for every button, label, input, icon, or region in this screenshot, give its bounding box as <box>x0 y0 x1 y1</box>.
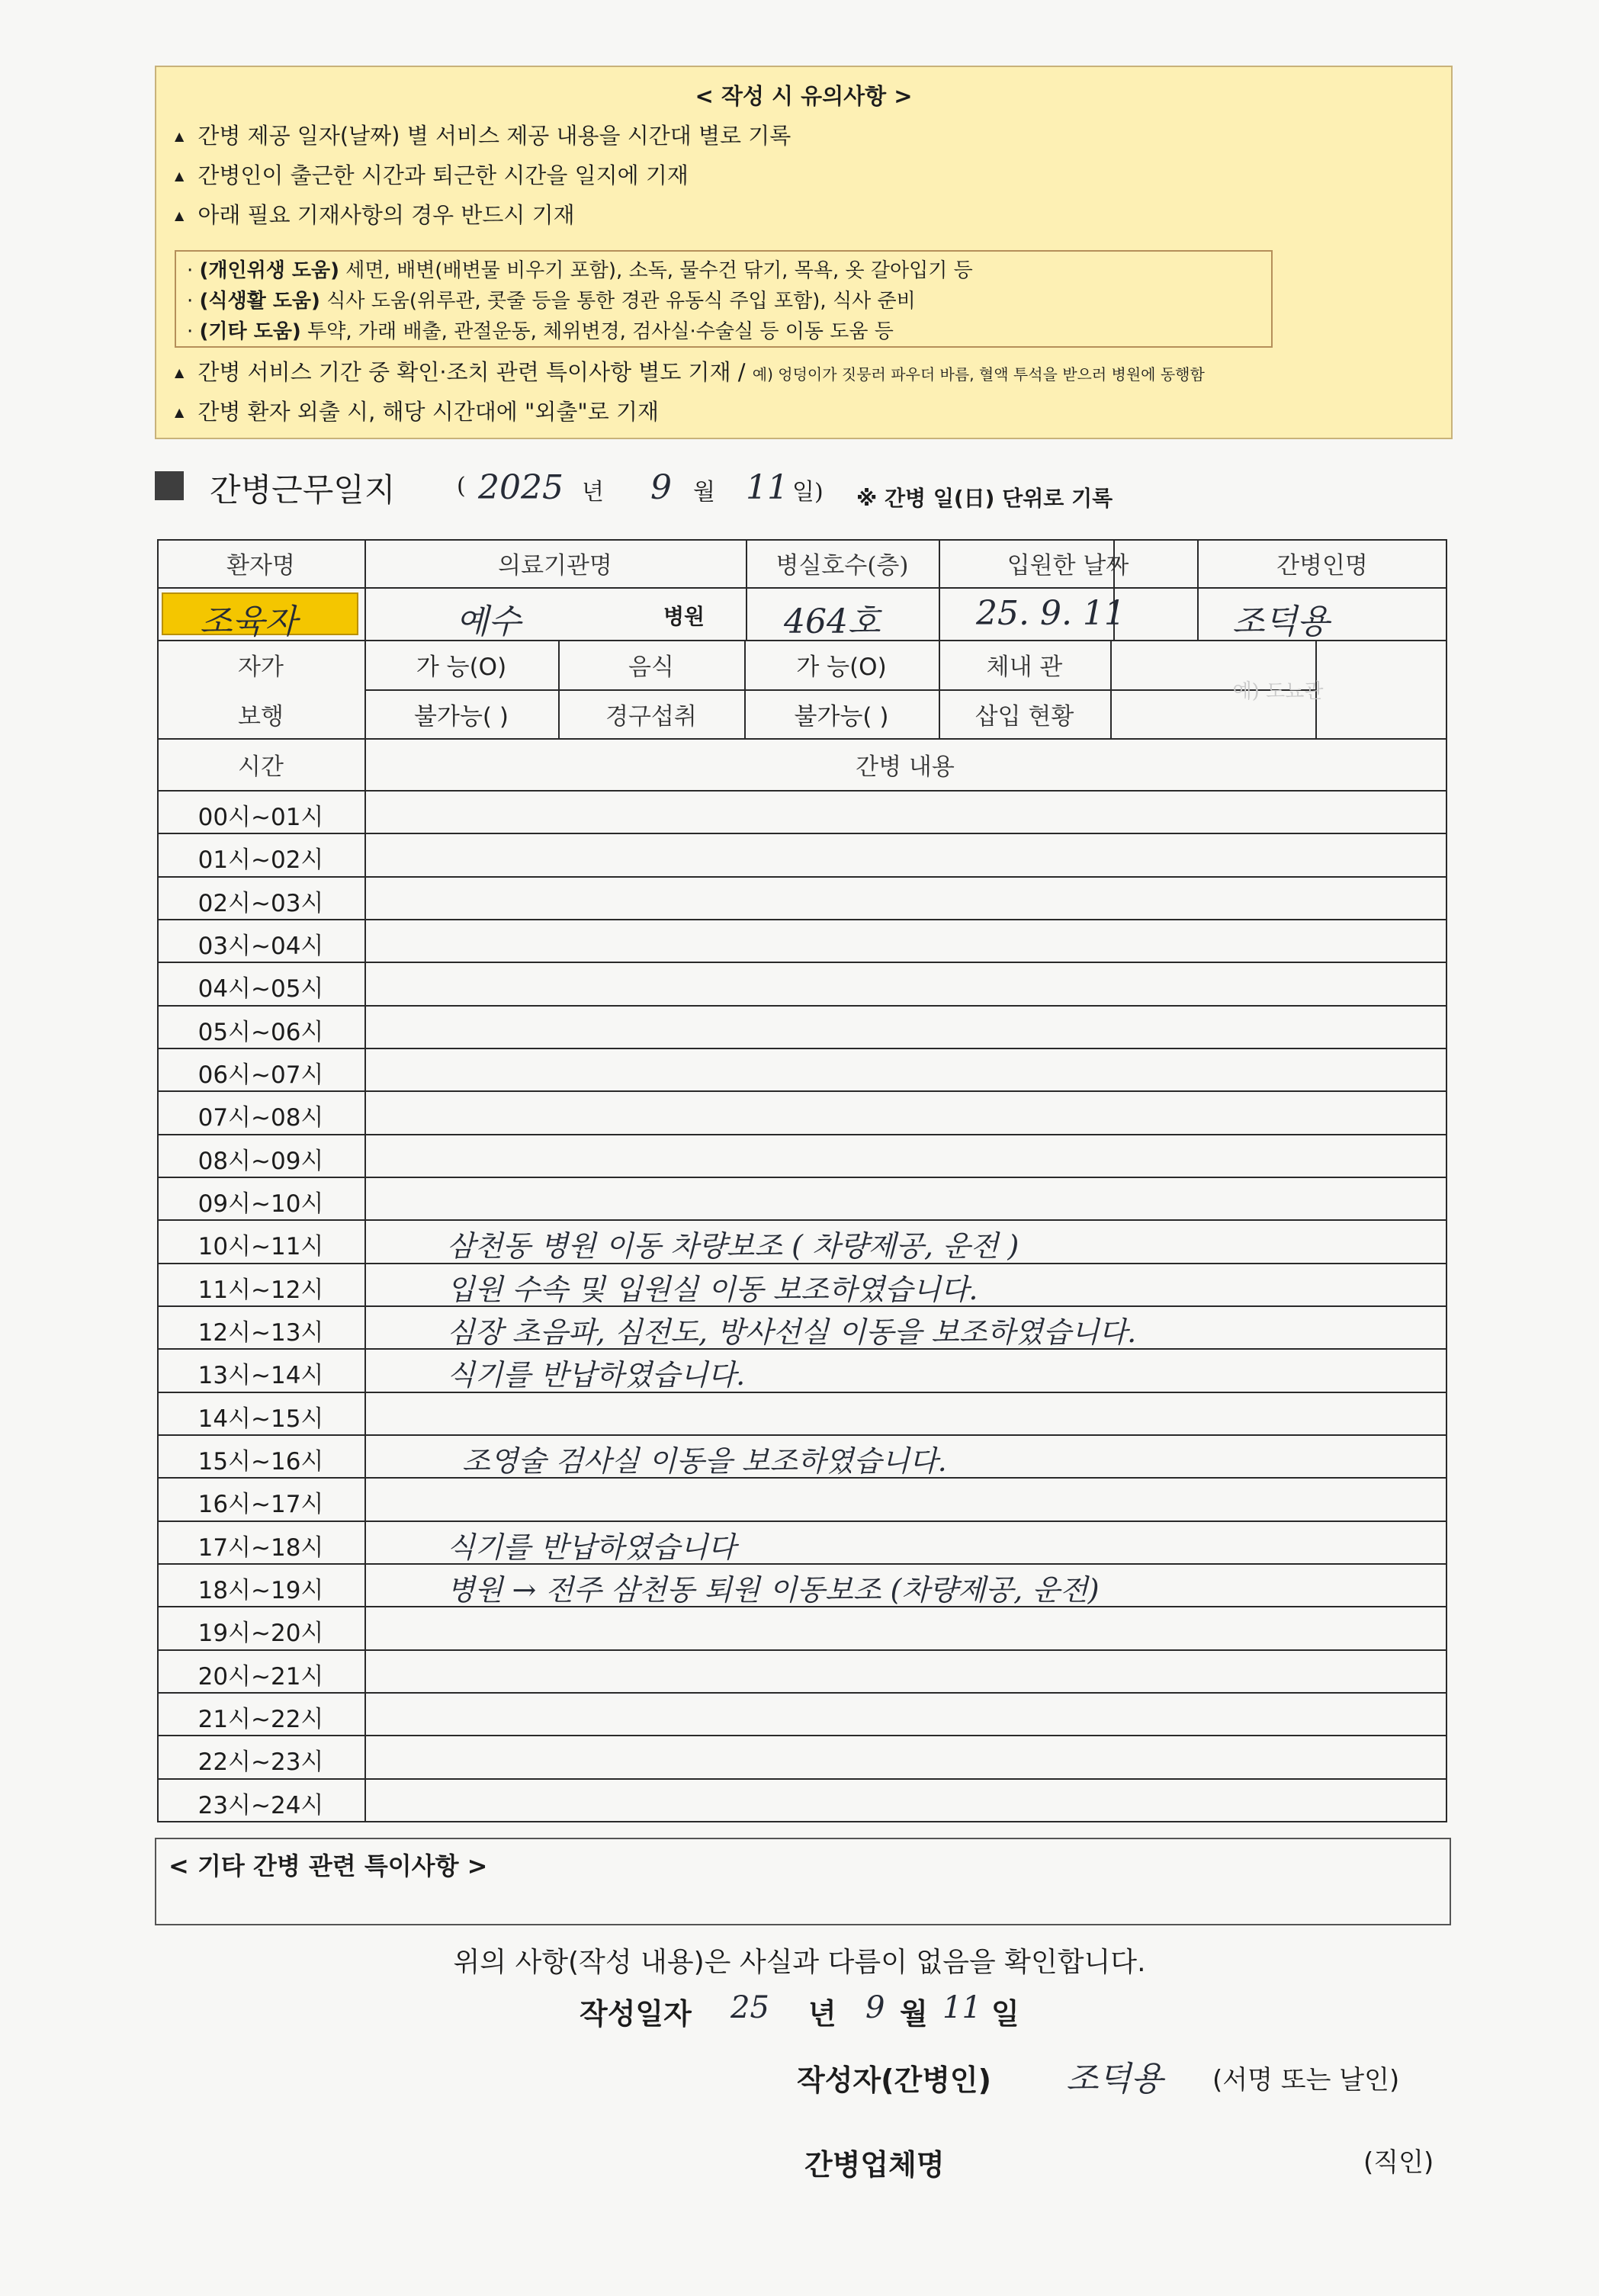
eat-impossible-option: 불가능( ) <box>794 702 889 731</box>
admit-date-value: 25. 9. 11 <box>976 594 1125 633</box>
time-slot-label: 07시~08시 <box>197 1104 324 1132</box>
time-slot-label: 02시~03시 <box>197 890 324 917</box>
header-patient: 환자명 <box>226 552 295 580</box>
table-divider <box>157 790 1447 792</box>
walk-label-1: 자가 <box>238 653 284 681</box>
square-bullet-icon <box>155 471 184 500</box>
special-notes-box <box>155 1838 1451 1925</box>
notice-line-5: ▲ 간병 환자 외출 시, 해당 시간대에 "외출"로 기재 <box>175 399 659 425</box>
eat-label-1: 음식 <box>628 653 674 681</box>
patient-name-value: 조육자 <box>200 602 297 641</box>
notice-title: < 작성 시 유의사항 > <box>695 83 913 109</box>
written-year: 25 <box>730 1990 769 2025</box>
date-month-unit: 월 <box>693 479 715 506</box>
row-divider <box>157 1090 1447 1092</box>
caregiver-name-value: 조덕용 <box>1232 602 1330 641</box>
notice-sub-item-2: · (식생활 도움) 식사 도움(위루관, 콧줄 등을 통한 경관 유동식 주입 포함), 식사 준비 <box>187 290 916 313</box>
walk-possible-option: 가 능(O) <box>416 653 507 681</box>
confirmation-statement: 위의 사항(작성 내용)은 사실과 다름이 없음을 확인합니다. <box>453 1947 1146 1978</box>
time-slot-label: 22시~23시 <box>197 1748 324 1776</box>
care-note-entry: 식기를 반납하였습니다. <box>447 1358 746 1392</box>
header-admit-date: 입원한 날짜 <box>1007 552 1129 580</box>
notice-line-2: ▲ 간병인이 출근한 시간과 퇴근한 시간을 일지에 기재 <box>175 162 689 188</box>
tube-placeholder: 예) 도뇨관 <box>1232 679 1324 703</box>
row-divider <box>157 962 1447 963</box>
row-divider <box>157 1005 1447 1007</box>
care-journal-table <box>157 539 1447 1822</box>
table-divider <box>157 587 1447 589</box>
time-slot-label: 11시~12시 <box>197 1276 324 1304</box>
row-divider <box>157 833 1447 834</box>
row-divider <box>157 1434 1447 1436</box>
row-divider <box>157 1778 1447 1780</box>
table-border-right <box>1446 539 1447 1822</box>
written-month-unit: 월 <box>900 1997 928 2031</box>
time-slot-label: 21시~22시 <box>197 1706 324 1733</box>
eat-label-2: 경구섭취 <box>605 702 697 731</box>
date-year: 2025 <box>478 468 564 507</box>
date-year-unit: 년 <box>582 479 604 506</box>
time-slot-label: 23시~24시 <box>197 1792 324 1819</box>
row-divider <box>157 1563 1447 1565</box>
time-slot-label: 01시~02시 <box>197 846 324 874</box>
row-divider <box>157 1520 1447 1522</box>
time-slot-label: 12시~13시 <box>197 1319 324 1347</box>
time-slot-label: 17시~18시 <box>197 1534 324 1562</box>
header-room: 병실호수(층) <box>775 552 909 580</box>
notice-line-3: ▲ 아래 필요 기재사항의 경우 반드시 기재 <box>175 202 575 228</box>
tube-label-2: 삽입 현황 <box>974 702 1074 731</box>
written-date-label: 작성일자 <box>580 1997 692 2031</box>
written-month: 9 <box>865 1990 885 2025</box>
time-slot-label: 09시~10시 <box>197 1190 324 1218</box>
time-slot-label: 15시~16시 <box>197 1448 324 1476</box>
writer-signature: 조덕용 <box>1066 2060 1164 2099</box>
row-divider <box>157 1177 1447 1178</box>
notice-sub-item-3: · (기타 도움) 투약, 가래 배출, 관절운동, 체위변경, 검사실·수술실 등 이동 도움 등 <box>187 320 894 343</box>
care-note-entry: 심장 초음파, 심전도, 방사선실 이동을 보조하였습니다. <box>447 1315 1137 1349</box>
table-border-bottom <box>157 1821 1447 1822</box>
written-day: 11 <box>942 1990 981 2025</box>
company-seal: (직인) <box>1363 2147 1434 2178</box>
signature-hint: (서명 또는 날인) <box>1212 2065 1400 2095</box>
row-divider <box>157 1735 1447 1736</box>
time-slot-label: 06시~07시 <box>197 1061 324 1089</box>
eat-possible-option: 가 능(O) <box>796 653 887 681</box>
date-day: 11 <box>746 468 788 507</box>
row-divider <box>157 1392 1447 1393</box>
time-slot-label: 20시~21시 <box>197 1663 324 1691</box>
tube-label-1: 체내 관 <box>986 653 1063 681</box>
time-slot-label: 10시~11시 <box>197 1233 324 1260</box>
company-label: 간병업체명 <box>804 2148 945 2182</box>
time-slot-label: 13시~14시 <box>197 1362 324 1389</box>
row-divider <box>157 1649 1447 1651</box>
row-divider <box>157 919 1447 920</box>
time-header: 시간 <box>238 753 284 781</box>
notice-line-1: ▲ 간병 제공 일자(날짜) 별 서비스 제공 내용을 시간대 별로 기록 <box>175 123 791 149</box>
time-slot-label: 05시~06시 <box>197 1019 324 1046</box>
notice-line-4: ▲ 간병 서비스 기간 중 확인·조치 관련 특이사항 별도 기재 / 예) 엉덩이가 짓뭉러 파우더 바름, 혈액 투석을 받으러 병원에 동행함 <box>175 359 1205 385</box>
header-hospital: 의료기관명 <box>498 552 612 580</box>
hospital-suffix: 병원 <box>663 604 705 629</box>
journal-title: 간병근무일지 <box>210 471 396 509</box>
time-slot-label: 18시~19시 <box>197 1577 324 1604</box>
walk-impossible-option: 불가능( ) <box>414 702 509 731</box>
room-number-value: 464호 <box>784 602 881 641</box>
walk-label-2: 보행 <box>238 702 284 731</box>
time-slot-label: 00시~01시 <box>197 804 324 831</box>
time-slot-label: 16시~17시 <box>197 1491 324 1518</box>
time-slot-label: 04시~05시 <box>197 975 324 1003</box>
date-day-unit: 일) <box>792 479 824 506</box>
writer-label: 작성자(간병인) <box>797 2063 991 2097</box>
hospital-name-value: 예수 <box>456 602 522 641</box>
care-note-entry: 조영술 검사실 이동을 보조하였습니다. <box>462 1444 947 1478</box>
date-open-paren: ( <box>457 473 466 499</box>
special-notes-label: < 기타 간병 관련 특이사항 > <box>169 1851 488 1880</box>
header-caregiver: 간병인명 <box>1276 552 1368 580</box>
row-divider <box>157 1692 1447 1694</box>
written-day-unit: 일 <box>991 1997 1019 2031</box>
time-slot-label: 14시~15시 <box>197 1405 324 1433</box>
time-slot-label: 08시~09시 <box>197 1148 324 1175</box>
written-year-unit: 년 <box>808 1997 836 2031</box>
daily-record-note: ※ 간병 일(日) 단위로 기록 <box>856 486 1113 511</box>
row-divider <box>157 1048 1447 1049</box>
notice-box <box>155 66 1453 439</box>
care-note-entry: 병원 → 전주 삼천동 퇴원 이동보조 (차량제공, 운전) <box>447 1573 1100 1607</box>
content-header: 간병 내용 <box>856 753 955 781</box>
care-note-entry: 입원 수속 및 입원실 이동 보조하였습니다. <box>447 1273 978 1306</box>
date-month: 9 <box>650 468 672 507</box>
care-note-entry: 식기를 반납하였습니다 <box>447 1530 737 1564</box>
care-note-entry: 삼천동 병원 이동 차량보조 ( 차량제공, 운전 ) <box>447 1229 1019 1263</box>
row-divider <box>157 1134 1447 1135</box>
journal-header <box>155 465 1451 511</box>
row-divider <box>157 876 1447 878</box>
row-divider <box>157 1219 1447 1221</box>
time-slot-label: 19시~20시 <box>197 1620 324 1647</box>
notice-sub-item-1: · (개인위생 도움) 세면, 배변(배변물 비우기 포함), 소독, 물수건 닦기, 목욕, 옷 갈아입기 등 <box>187 259 973 282</box>
time-slot-label: 03시~04시 <box>197 933 324 960</box>
notice-subbox <box>175 250 1273 348</box>
